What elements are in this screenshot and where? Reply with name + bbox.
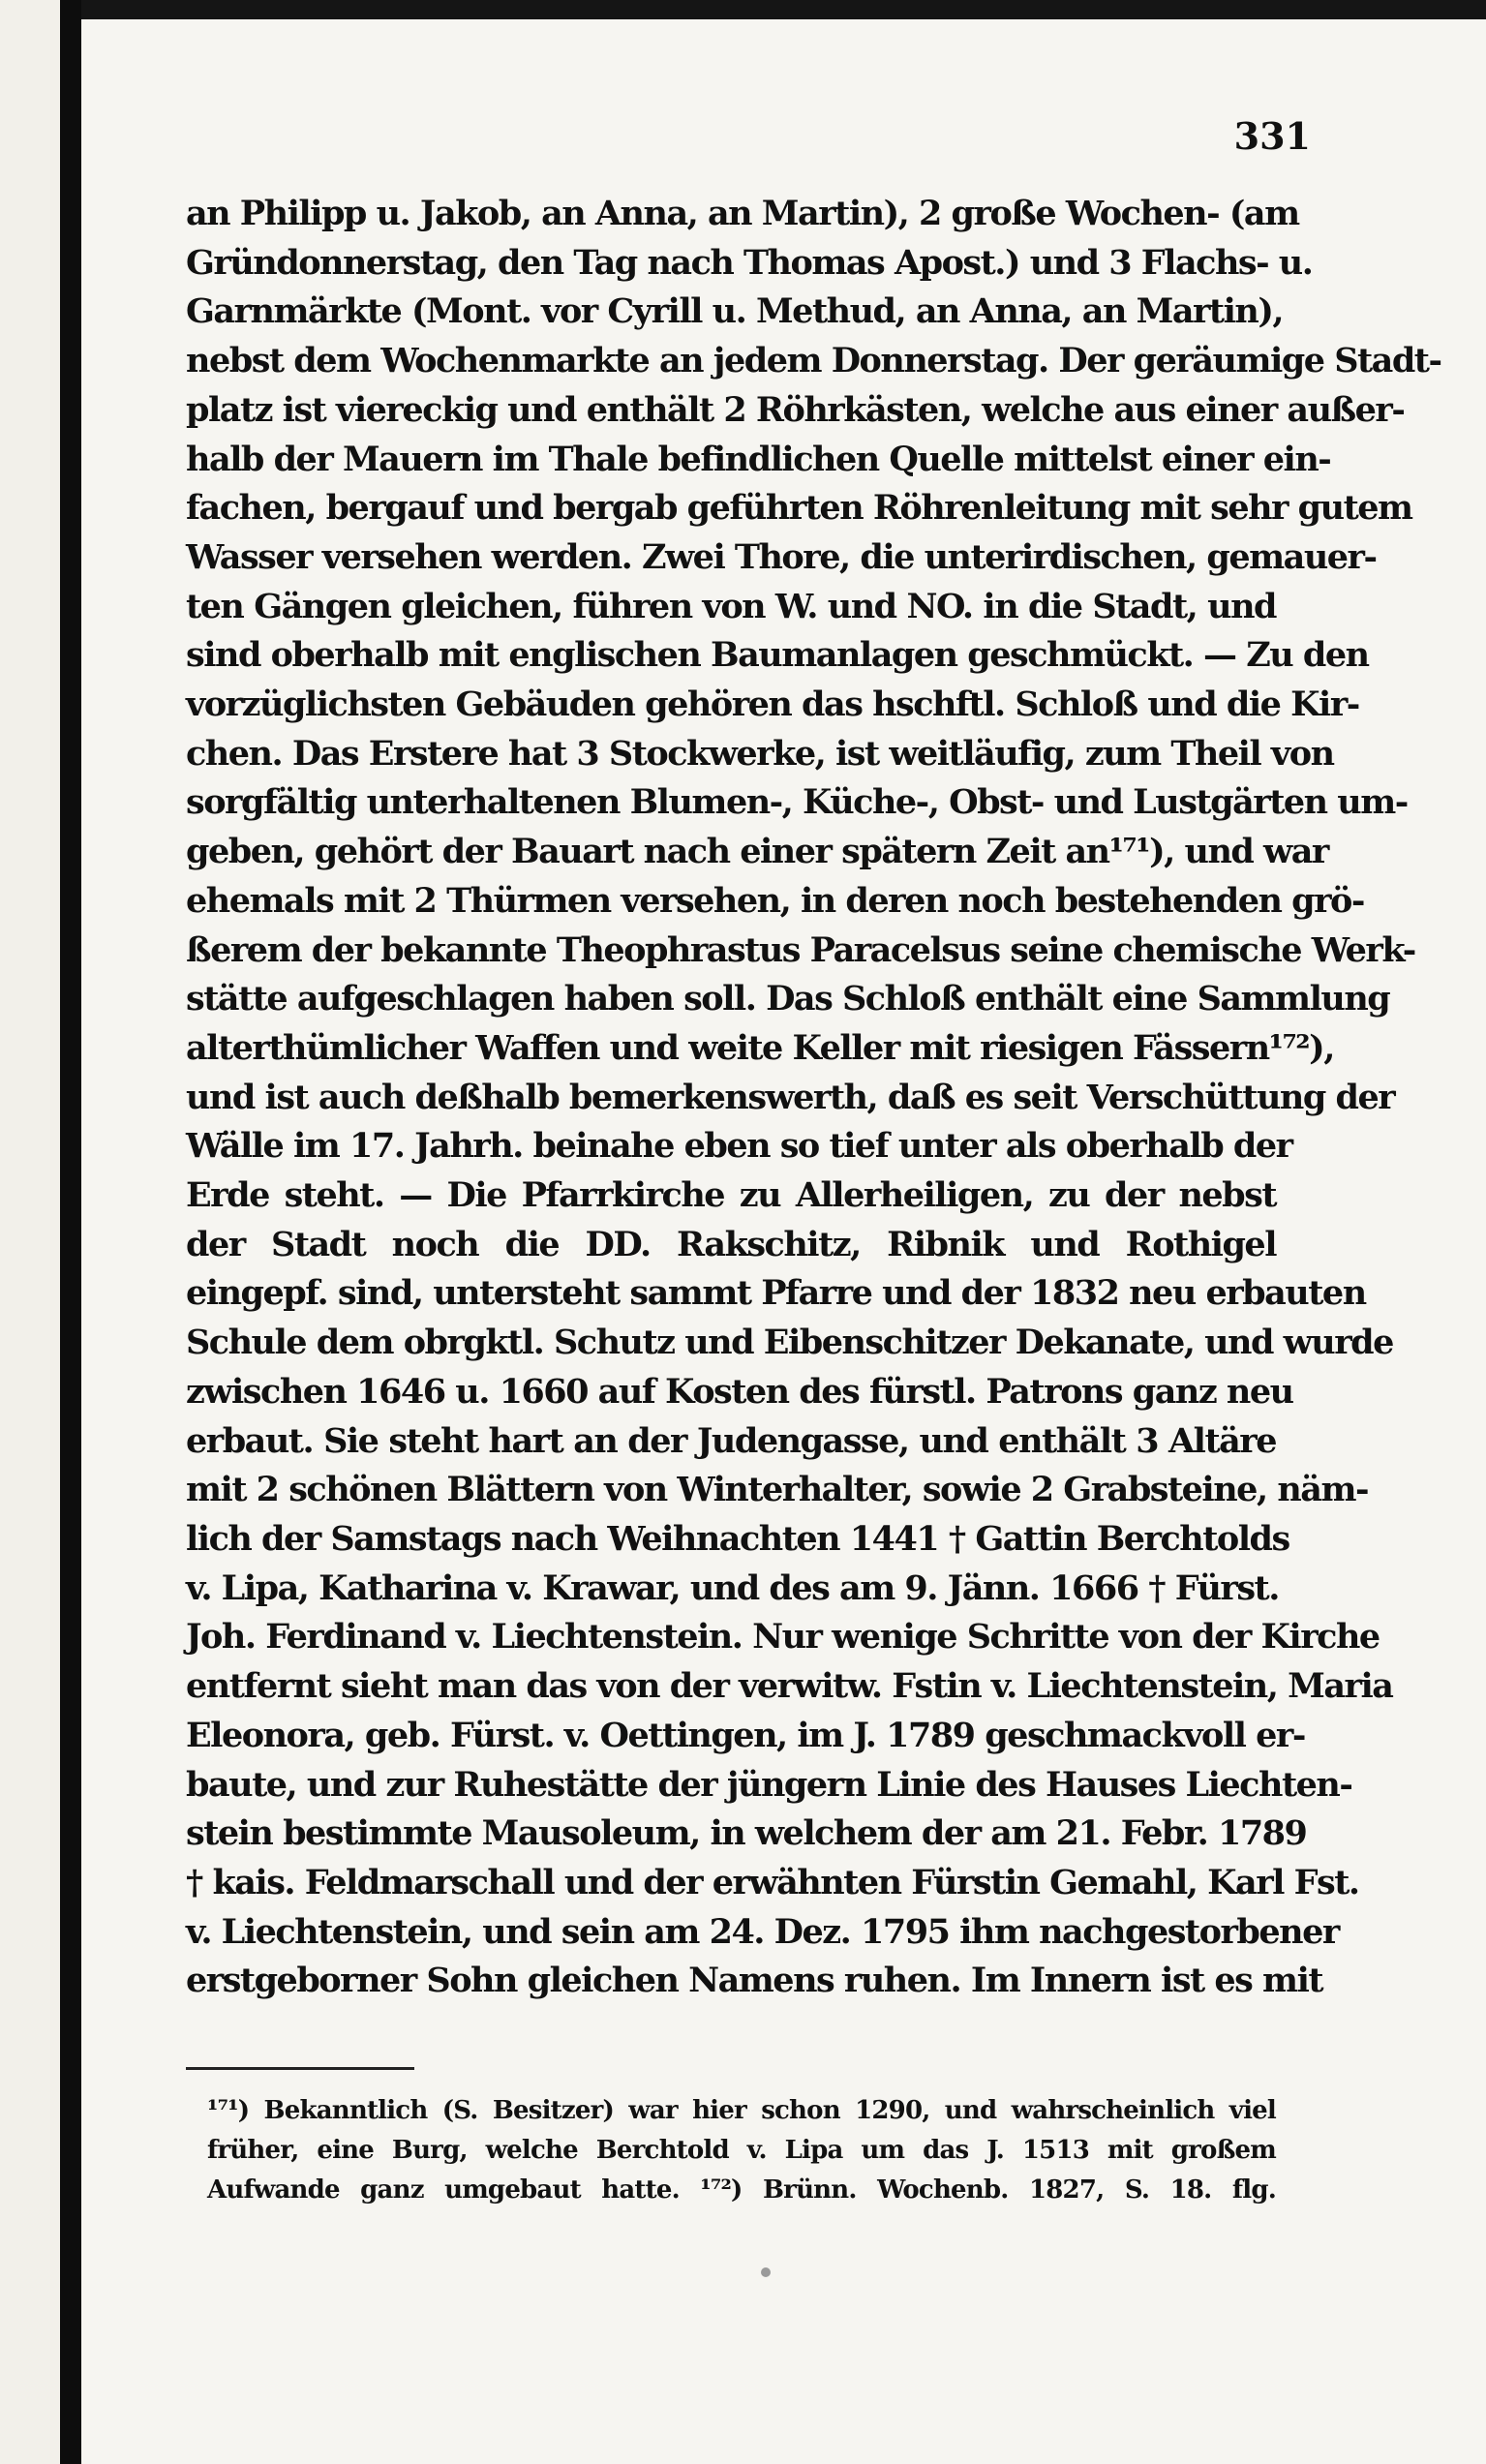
text-line: v. Liechtenstein, und sein am 24. Dez. 1795 ihm nachgestorbener — [186, 1911, 1339, 1952]
text-line: erbaut. Sie steht hart an der Judengasse, und enthält 3 Altäre — [186, 1420, 1276, 1461]
text-line: lich der Samstags nach Weihnachten 1441 † Gattin Berchtolds — [186, 1518, 1289, 1559]
text-line: halb der Mauern im Thale befindlichen Quelle mittelst einer ein- — [186, 439, 1331, 479]
text-line: alterthümlicher Waffen und weite Keller mit riesigen Fässern¹⁷²), — [186, 1027, 1334, 1068]
text-line: fachen, bergauf und bergab geführten Röhrenleitung mit sehr gutem — [186, 488, 1412, 529]
text-line: und ist auch deßhalb bemerkenswerth, daß es seit Verschüttung der — [186, 1077, 1395, 1117]
text-line: geben, gehört der Bauart nach einer spätern Zeit an¹⁷¹), und war — [186, 832, 1328, 872]
text-line: chen. Das Erstere hat 3 Stockwerke, ist weitläufig, zum Theil von — [186, 733, 1334, 774]
footnote-rule — [186, 2067, 414, 2070]
text-line: baute, und zur Ruhestätte der jüngern Linie des Hauses Liechten- — [186, 1764, 1352, 1805]
text-line: an Philipp u. Jakob, an Anna, an Martin), 2 große Wochen- (am — [186, 194, 1299, 233]
text-line: Schule dem obrgktl. Schutz und Eibenschitzer Dekanate, und wurde — [186, 1323, 1393, 1363]
text-line: mit 2 schönen Blättern von Winterhalter, sowie 2 Grabsteine, näm- — [186, 1470, 1368, 1510]
text-line: Erde steht. — Die Pfarrkirche zu Allerheiligen, zu der nebst — [186, 1175, 1276, 1216]
text-line: Wälle im 17. Jahrh. beinahe eben so tief unter als oberhalb der — [186, 1126, 1292, 1167]
book-gutter — [60, 0, 81, 2464]
footnote-line: ¹⁷¹) Bekanntlich (S. Besitzer) war hier schon 1290, und wahrscheinlich viel — [207, 2096, 1276, 2125]
text-line: ehemals mit 2 Thürmen versehen, in deren noch bestehenden grö- — [186, 880, 1364, 921]
text-line: Gründonnerstag, den Tag nach Thomas Apost.) und 3 Flachs- u. — [186, 242, 1313, 283]
text-line: ten Gängen gleichen, führen von W. und NO. in die Stadt, und — [186, 586, 1276, 626]
text-line: sorgfältig unterhaltenen Blumen-, Küche-, Obst- und Lustgärten um- — [186, 782, 1408, 823]
text-line: † kais. Feldmarschall und der erwähnten Fürstin Gemahl, Karl Fst. — [186, 1862, 1359, 1902]
text-line: entfernt sieht man das von der verwitw. Fstin v. Liechtenstein, Maria — [186, 1666, 1393, 1707]
text-line: Garnmärkte (Mont. vor Cyrill u. Methud, an Anna, an Martin), — [186, 291, 1284, 332]
text-line: stein bestimmte Mausoleum, in welchem der am 21. Febr. 1789 — [186, 1813, 1307, 1854]
text-line: ßerem der bekannte Theophrastus Paracelsus seine chemische Werk- — [186, 929, 1415, 970]
text-line: vorzüglichsten Gebäuden gehören das hschftl. Schloß und die Kir- — [186, 684, 1359, 725]
ink-speck — [761, 2267, 771, 2277]
text-line: eingepf. sind, untersteht sammt Pfarre und der 1832 neu erbauten — [186, 1273, 1366, 1314]
text-line: nebst dem Wochenmarkte an jedem Donnerstag. Der geräumige Stadt- — [186, 341, 1441, 381]
text-line: stätte aufgeschlagen haben soll. Das Schloß enthält eine Sammlung — [186, 979, 1390, 1019]
text-line: Joh. Ferdinand v. Liechtenstein. Nur wenige Schritte von der Kirche — [186, 1617, 1380, 1658]
text-line: platz ist viereckig und enthält 2 Röhrkästen, welche aus einer außer- — [186, 389, 1405, 430]
footnotes — [207, 2091, 1276, 2210]
text-line: erstgeborner Sohn gleichen Namens ruhen. Im Innern ist es mit — [186, 1961, 1323, 2001]
text-line: der Stadt noch die DD. Rakschitz, Ribnik und Rothigel — [186, 1224, 1276, 1264]
page-number: 331 — [1233, 114, 1311, 158]
text-line: v. Lipa, Katharina v. Krawar, und des am 9. Jänn. 1666 † Fürst. — [186, 1567, 1279, 1608]
text-line: Eleonora, geb. Fürst. v. Oettingen, im J. 1789 geschmackvoll er- — [186, 1715, 1305, 1755]
text-line: zwischen 1646 u. 1660 auf Kosten des fürstl. Patrons ganz neu — [186, 1371, 1293, 1412]
body-text — [186, 190, 1441, 2006]
footnote-line: früher, eine Burg, welche Berchtold v. Lipa um das J. 1513 mit großem — [207, 2136, 1276, 2165]
text-line: sind oberhalb mit englischen Baumanlagen geschmückt. — Zu den — [186, 635, 1369, 676]
text-line: Wasser versehen werden. Zwei Thore, die unterirdischen, gemauer- — [186, 536, 1377, 577]
footnote-line: Aufwande ganz umgebaut hatte. ¹⁷²) Brünn. Wochenb. 1827, S. 18. flg. — [207, 2175, 1276, 2205]
